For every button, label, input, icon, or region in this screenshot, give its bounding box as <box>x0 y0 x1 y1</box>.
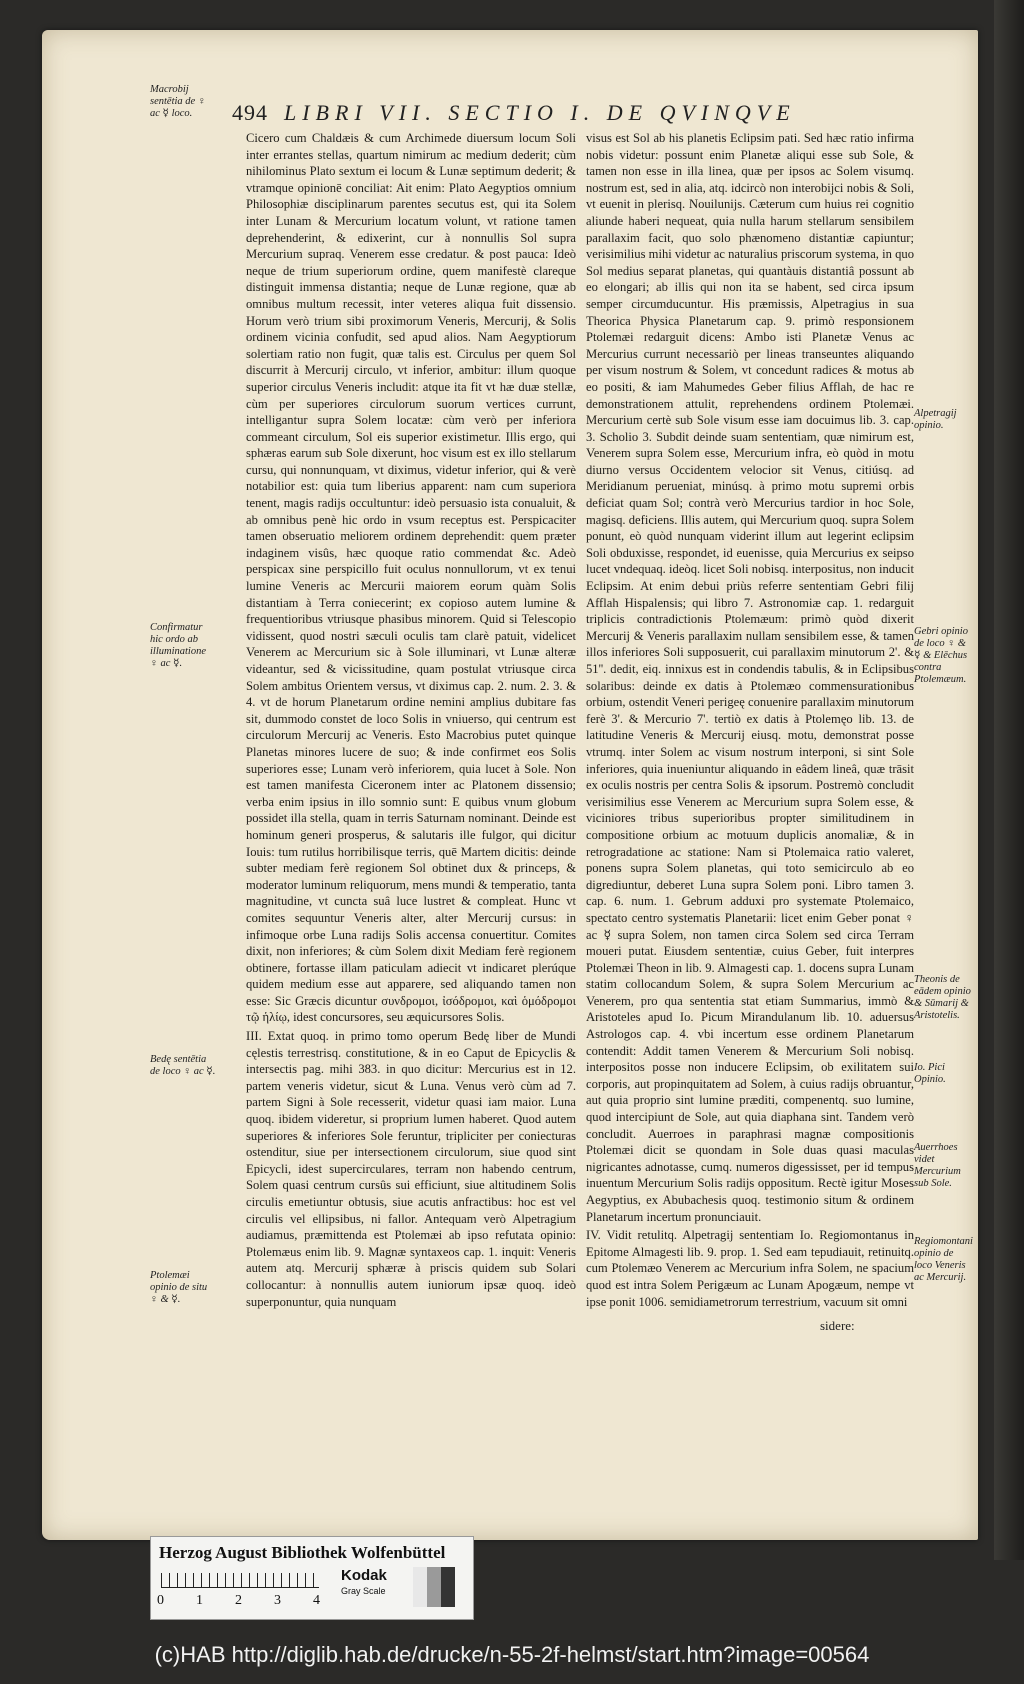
color-calibration-card <box>150 1536 474 1620</box>
kodak-subtitle: Gray Scale <box>341 1586 386 1596</box>
ruler-number: 3 <box>274 1593 281 1608</box>
paragraph-right-1: visus est Sol ab his planetis Eclipsim pati. Sed hæc ratio infirma nobis videtur: possunt enim Planetæ aliqui esse sub Sole, & tamen non esse in illa linea, quæ per ipsos ac Solem visumq. nostrum est, sed in alia, atq. idcircò non interobijci nobis & Soli, vt euenit in plerisq. Nouilunijs. Cæterum cum huius rei cognitio aliunde haberi nequeat, quia nulla harum stellarum sensibilem parallaxim facit, quo solo phænomeno distantiæ capiuntur; verisimilius mihi videtur ac naturalius priscorum systema, in quo Sol medius separat planetas, qui quantàuis distantiâ possunt ab eo elongari; ab illis qui non ita se habent, sed circa ipsum semper circumducuntur. His præmissis, Alpetragius in sua Theorica Physica Planetarum cap. 9. primò responsionem Ptolemæi redarguit dicens: Ambo isti Planetæ Venus ac Mercurius currunt necessariò per lineas transeuntes aliquando per visum nostrum & Solem, vt concedunt radices & motus ab eo positi, & iam Mahumedes Geber filius Afflah, de hac re demonstrationem attulit, reprehendens ordinem Ptolemæi. Mercurium certè sub Sole visum esse iam docuimus lib. 3. cap. 3. Scholio 3. Subdit deinde suam sententiam, quæ nimirum est, Venerem supra Solem esse, Mercurium infra, eò quòd in motu diurno versus Occidentem velocior sit Venus, citiúsq. ad Meridianum perueniat, minúsq. à primo motu supremi orbis deficiat quam Sol; contrà verò Mercurius tardior in hoc Sole, magisq. deficiens. Illis autem, qui Mercurium quoq. supra Solem ponunt, eò quòd nunquam viderint illum aut legerint eclipsim Soli obduxisse, respondet, id euenisse, quia Mercurius ex seipso lucet vndequaq. ideòq. licet Soli nobisq. interpositus, non inducit Eclipsim. At enim debui priùs referre sententiam Gebri filij Afflah Hispalensis; qui libro 7. Astronomiæ cap. 1. redarguit triplicis contradictionis Ptolemæum: primò quòd dixerit Mercurij & Veneris parallaxim nullam sensibilem esse, & tamen illos inferiores Soli supposuerit, cui parallaxim minutorum 2'. & 51''. dedit, eiq. innixus est in condendis tabulis, & in Eclipsibus solaribus: deinde ex datis à Ptolemæo commensurationibus orbium, ostendit Veneri perigeę conuenire parallaxim minutorum ferè 3'. & Mercurio 7'. tertiò ex datis à Ptolemęo lib. 13. de latitudine Veneris & Mercurij eiusq. motu, demonstrat posse vtrumq. inter Solem ac visum nostrum interponi, si sint Sole inferiores, quia inueniuntur aliquando in eâdem lineâ, quæ trāsit ex oculis nostris per centra Solis & ipsorum. Postremò concludit verisimilius esse Venerem ac Mercurium supra Solem esse, & viciniores tribus superioribus propter similitudinem in compositione orbium ac motuum duplicis anomaliæ, & in retrogradatione ac statione: Nam si Ptolemaica ratio valeret, ponens supra Solem planetas, qui toto semicirculo ab eo digrediuntur, deberet Luna supra Solem poni. Libro tamen 3. cap. 6. num. 1. Gebrum adduxi pro systemate Ptolemaico, spectato centro systematis Planetarii: licet enim Geber ponat ♀ ac ☿ supra Solem, non tamen circa Solem sed circa Terram moueri putat. Eiusdem sententiæ, cuius Geber, fuit interpres Ptolemæi Theon in lib. 9. Almagesti cap. 1. docens supra Lunam statim collocandum Solem, & supra Solem Mercurium ac Venerem, pro qua sententia stat etiam Summarius, immò & Aristoteles apud Io. Picum Mirandulanum lib. 10. aduersus Astrologos cap. 4. vbi incertum esse ordinem Planetarum contendit: Addit tamen Venerem & Mercurium Soli nobisq. interpositos posse non inducere Eclipsim, ob exilitatem sui corporis, aut propinquitatem ad Solem, à cuius radijs obruantur, aut quia proprio sint lumine præditi, compenentq. suo lumine, quod intercipiunt de Sole, aut quia diaphana sint. Tandem verò concludit. Auerroes in paraphrasi magnæ compositionis Ptolemæi dicit se quondam in Sole duas quasi maculas nigricantes adnotasse, cumq. numeros digessisset, per id tempus inuentum Mercurium Solis radijs oppositum. Rectè igitur Moses Aegyptius, ex Abubachesis quoq. testimonio situm & ordinem Planetarum incertum pronunciauit. <box>586 131 914 1224</box>
kodak-brand: Kodak <box>341 1567 387 1584</box>
paragraph-right-2: IV. Vidit retulitq. Alpetragij sententiam Io. Regiomontanus in Epitome Almagesti lib. 9. prop. 1. Sed eam tepudiauit, retinuitq. cum Ptolemæo Venerem ac Mercurium infra Solem, ne spacium quod est intra Solem Perigæum ac Lunam Apogæum, nempe vt ipse ponit 1006. semidiametrorum terrestrium, vacuum sit omni <box>586 1228 914 1309</box>
left-column <box>246 130 576 1312</box>
ruler-number: 2 <box>235 1593 242 1608</box>
book-page <box>42 30 978 1540</box>
margin-note-alpetragij: Alpetragij opinio. <box>914 408 957 431</box>
margin-note-auerrhoes: Auerrhoes videt Mercurium sub Sole. <box>914 1142 961 1189</box>
margin-note-pici: Io. Pici Opinio. <box>914 1062 946 1085</box>
margin-note-confirmatur: Confirmatur hic ordo ab illuminatione ♀ ac ☿. <box>150 622 206 669</box>
ruler-numbers <box>157 1593 352 1609</box>
paragraph-left-1: Cicero cum Chaldæis & cum Archimede diuersum locum Soli inter errantes stellas, quartum nimirum ac medium dederit; cùm nihilominus Plato sextum ei locum & Lunæ septimum dederit; & vtramque opinionē conciliat: Ait enim: Plato Aegyptios omnium Philosophiæ disciplinarum parentes secutus est, qui ita Solem inter Lunam & Mercurium locatum volunt, vt ratione tamen deprehenderint, & edixerint, cur à nonnullis Sol supra Mercurium supraq. Venerem esse credatur. & post pauca: Ideò neque de trium superiorum ordine, quem manifestè clareque distinguit immensa distantia; neque de Lunæ regione, quæ ab omnibus multum recessit, inter veteres aliqua fuit dissensio. Horum verò trium sibi proximorum Veneris, Mercurij, & Solis ordinem vicinia confudit, sed apud alios. Nam Aegyptiorum solertiam ratio non fugit, quæ talis est. Circulus per quem Sol discurrit à Mercurij circulo, vt inferior, ambitur: illum quoque superior circulus Veneris includit: atque ita fit vt hæ duæ stellæ, cùm per superiores circulorum suorum vertices currunt, intelligantur supra Solem locatæ: cùm verò per inferiora commeant circulum, Sol eis superior existimetur. Illis ergo, qui sphæras earum sub Sole dixerunt, hoc visum est ex illo stellarum cursu, qui nonnunquam, vt diximus, videtur inferior, qui & verè notabilior est: quia tum liberius apparent: nam cum superiora tenent, magis radijs occultuntur: ideò persuasio ista conualuit, & ab omnibus penè hic ordo in vsum receptus est. Perspicaciter tamen obseruatio meliorem ordinem deprehendit: quem præter indaginem visûs, hæc quoque ratio commendat &c. Adeò perspicax sine perspicillo fuit oculus nonnullorum, vt ex tenui lumine Veneris ac Mercurii maiorem eorum quàm Solis distantiam à Terra coniecerint; ex copioso autem lumine & frequentioribus vtriusque phasibus minorem. Quid si Telescopio vidissent, quod nostri sæculi oculis tam clarè patuit, videlicet Venerem ac Mercurium sic à Sole illuminari, vt Lunæ alteræ videantur, sed & vicissitudine, quam postulat vtriusque circa Solem ambitus Orientem versus, vt diximus cap. 2. num. 2. 3. & 4. vt de horum Planetarum ordine nemini amplius dubitare fas sit, dummodo constet de loco Solis in vniuerso, qui centrum est circulorum Mercurij ac Veneris. Esto Macrobius putet quinque Planetas minores lucere de suo; & inde confirmet eos Solis superiores esse; Lunam verò inferiorem, quia lucet à Sole. Non est tamen manifesta Ciceronem inter ac Platonem dissensio; verba enim ipsius in illo somnio sunt: E quibus vnum globum possidet illa stella, quam in terris Saturnam nominant. Deinde est hominum generi prosperus, & salutaris ille fulgor, qui dicitur Iouis: tum rutilus horribilisque terris, quē Martem dicitis: deinde subter mediam ferè regionem Sol obtinet dux & princeps, & moderator luminum reliquorum, mens mundi & temperatio, tanta magnitudine, vt cuncta suâ luce lustret & compleat. Hunc vt comites sequuntur Veneris alter, alter Mercurij cursus: in infimoque orbe Luna radijs Solis accensa conuertitur. Comites dixit, non inferiores; & cùm Solem dixit Mediam ferè regionem obtinere, fortasse illam paticulam adiecit vt indicaret plerúque quidem medium esse aut apparere, sed aliquando tamen non esse: Sic Græcis dicuntur συνδρομοι, ἰσόδρομοι, καὶ ὁμόδρομοι τῷ ἡλίῳ, idest concursores, seu æquicursores Solis. <box>246 131 576 1025</box>
folio-number: 494 <box>232 100 268 125</box>
scanner-edge-right <box>994 0 1024 1560</box>
margin-note-beda: Bedę sentētia de loco ♀ ac ☿. <box>150 1054 216 1077</box>
library-name: Herzog August Bibliothek Wolfenbüttel <box>159 1543 446 1562</box>
running-head-text: LIBRI VII. SECTIO I. DE QVINQVE <box>284 100 796 125</box>
copyright-footer: (c)HAB http://diglib.hab.de/drucke/n-55-2f-helmst/start.htm?image=00564 <box>154 1642 870 1667</box>
margin-note-gebri: Gebri opinio de loco ♀ & ☿ & Elēchus contra Ptolemæum. <box>914 626 968 685</box>
gray-swatch <box>427 1567 441 1607</box>
right-column <box>586 130 914 1312</box>
ruler-number: 0 <box>157 1593 164 1608</box>
margin-note-macrobius: Macrobij sentētia de ♀ ac ☿ loco. <box>150 84 206 119</box>
running-head <box>232 100 952 126</box>
gray-swatch <box>413 1567 427 1607</box>
ruler-number: 4 <box>313 1593 320 1608</box>
scale-ruler <box>161 1573 319 1588</box>
margin-note-theonis: Theonis de eādem opinio & Sūmarij & Aristotelis. <box>914 974 971 1021</box>
margin-note-regiomontani: Regiomontani opinio de loco Veneris ac Mercurij. <box>914 1236 973 1283</box>
ruler-number: 1 <box>196 1593 203 1608</box>
gray-swatch <box>441 1567 455 1607</box>
margin-note-ptolemaei: Ptolemæi opinio de situ ♀ & ☿. <box>150 1270 208 1305</box>
catchword: sidere: <box>820 1318 855 1333</box>
paragraph-left-2: III. Extat quoq. in primo tomo operum Bedę liber de Mundi cęlestis terrestrisq. constitutione, & in eo Caput de Epicyclis & intersectis pag. mihi 383. in quo dicitur: Mercurius est in 12. partem veneris videtur, sicut & Luna. Venus verò cùm ad 7. partem Signi à Sole recesserit, videtur quasi iam maior. Luna quoq. ibidem videretur, si proprium lumen haberet. Quod autem superiores & inferiores Sole feruntur, tripliciter per coniecturas ostenditur, siue per intersectionem circulorum, siue quod sint Epicycli, idest supercirculares, terram non habendo centrum, Solem quasi centrum cursûs sui efficiunt, siue altitudinem Solis circulis emetiuntur obtusis, siue acutis anfractibus: hoc est vel circulis vel ellipsibus, ni fallor. Antequam verò Alpetragium audiamus, præmittenda est Ptolemæi ab ipso refutata opinio: Ptolemæus enim lib. 9. Magnæ syntaxeos cap. 1. inquit: Veneris autem atq. Mercurij sphæræ à priscis quidem sub Solari collocantur: à nonnullis autem iuniorum ipsæ quoq. ideò superponuntur, quia nunquam <box>246 1029 576 1309</box>
